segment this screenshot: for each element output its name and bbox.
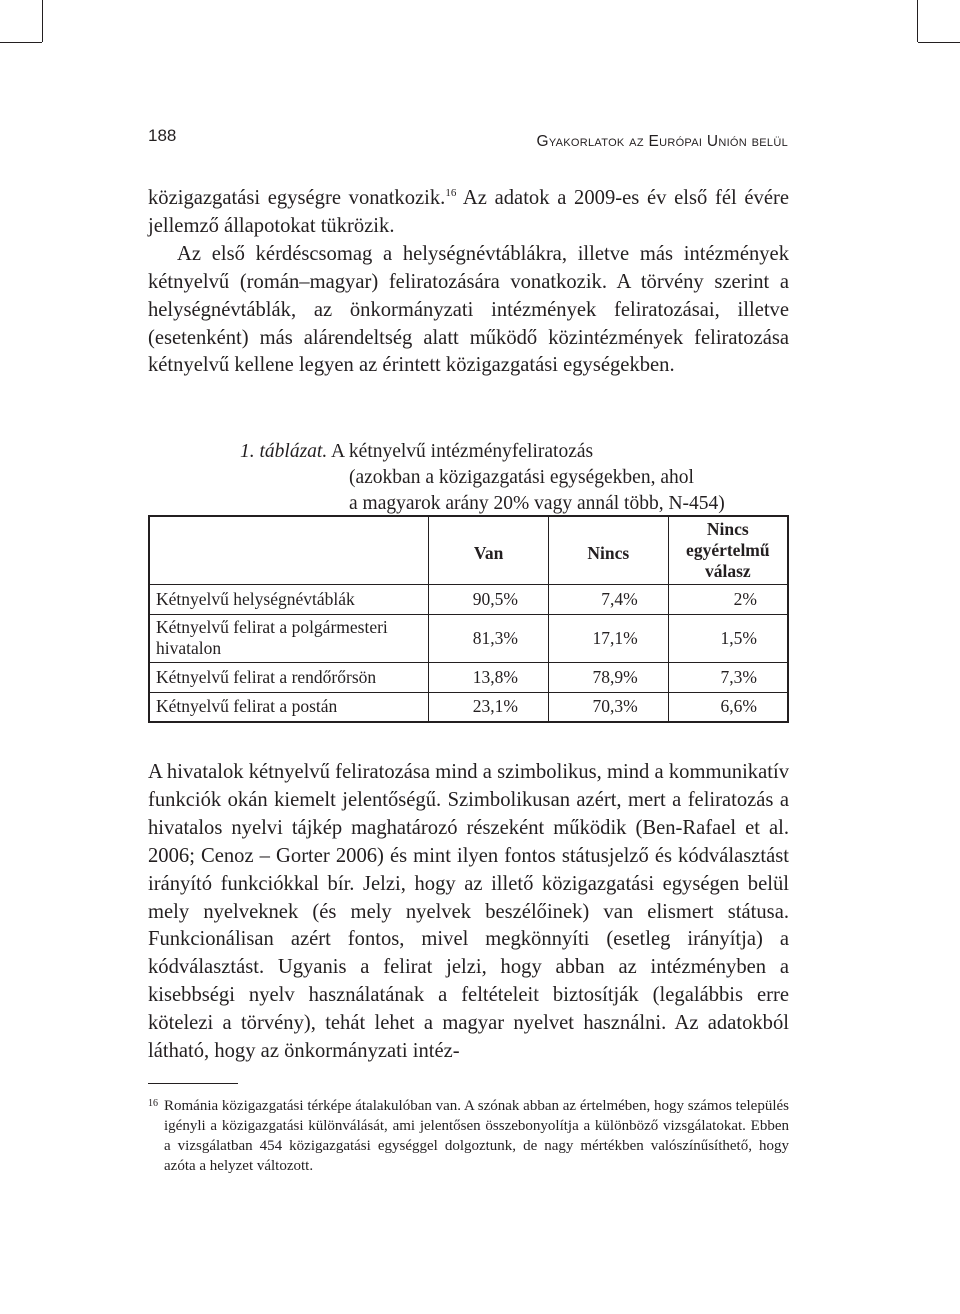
crop-mark-top-left xyxy=(42,0,43,42)
cell-nincs-valasz: 6,6% xyxy=(668,692,788,722)
cell-nincs: 78,9% xyxy=(548,662,668,692)
table-caption xyxy=(240,439,725,517)
row-label: Kétnyelvű felirat a postán xyxy=(149,692,429,722)
table-row xyxy=(149,614,788,662)
table-caption-line3: a magyarok arány 20% vagy annál több, N-454) xyxy=(349,493,725,514)
table-row xyxy=(149,692,788,722)
paragraph-1-start: közigazgatási egységre vonatkozik. xyxy=(148,187,446,209)
header-empty xyxy=(149,516,429,584)
header-van: Van xyxy=(429,516,549,584)
crop-mark-top-right-h xyxy=(918,42,960,43)
table-caption-line2: (azokban a közigazgatási egységekben, ahol xyxy=(349,467,694,488)
row-label: Kétnyelvű felirat a rendőrőrsön xyxy=(149,662,429,692)
cell-nincs: 70,3% xyxy=(548,692,668,722)
crop-mark-top-right xyxy=(917,0,918,42)
footnote-separator xyxy=(148,1083,238,1084)
running-header: Gyakorlatok az Európai Unión belül xyxy=(536,133,788,150)
paragraph-3: A hivatalok kétnyelvű feliratozása mind a szimbolikus, mind a kommunikatív funkciók okán kiemelt jelentőségű. Szimbolikusan azért, mert a feliratozás a hivatalos nyelvi tájkép maghatározó részeként működik (Ben-Rafael et al. 2006; Cenoz – Gorter 2006) és mint ilyen fontos státusjelző és kódválasztást irányító funkciókkal bír. Jelzi, hogy az illető közigazgatási egységen belül mely nyelveknek (és mely nyelvek beszélőinek) van elismert státusa. Funkcionálisan azért fontos, mivel megkönnyíti (esetleg irányítja) a kódválasztást. Ugyanis a felirat jelzi, hogy abban az intézményben a kisebbségi nyelv használatának a feltételeit biztosítják (legalábbis erre kötelezi a törvény), tehát lehet a magyar nyelvet használni. Az adatokból látható, hogy az önkormányzati intéz- xyxy=(148,761,789,1063)
data-table xyxy=(148,515,789,723)
cell-van: 90,5% xyxy=(429,584,549,614)
paragraph-1-rest: Az adatok a 2009-es év első fél évére jellemző állapotokat tükrözik. xyxy=(148,187,789,237)
cell-van: 81,3% xyxy=(429,614,549,662)
header-nincs: Nincs xyxy=(548,516,668,584)
cell-van: 13,8% xyxy=(429,662,549,692)
footnote-ref: 16 xyxy=(445,187,457,200)
row-label: Kétnyelvű felirat a polgármesteri hivatalon xyxy=(149,614,429,662)
footnote-mark: 16 xyxy=(148,1098,158,1109)
paragraph-1 xyxy=(148,185,789,241)
cell-nincs-valasz: 7,3% xyxy=(668,662,788,692)
footnote-text: Románia közigazgatási térképe átalakulóban van. A szónak abban az értelmében, hogy számos település igényli a közigazgatási különválását, ami jelentősen összebonyolítja a különböző vizsgálatokat. Ebben a vizsgálatban 454 közigazgatási egységgel dolgoztunk, de nagy mértékben valószínűsíthető, hogy azóta a helyzet változott. xyxy=(164,1098,789,1174)
crop-mark-top-left-h xyxy=(0,42,42,43)
table-label: 1. táblázat. xyxy=(240,441,328,462)
page-number: 188 xyxy=(148,126,177,145)
row-label: Kétnyelvű helységnévtáblák xyxy=(149,584,429,614)
header-nincs-valasz: Nincs egyértelmű válasz xyxy=(668,516,788,584)
cell-nincs-valasz: 2% xyxy=(668,584,788,614)
cell-nincs: 17,1% xyxy=(548,614,668,662)
table-header-row xyxy=(149,516,788,584)
paragraph-2: Az első kérdéscsomag a helységnévtáblákra, illetve más intézmények kétnyelvű (román–magyar) feliratozására vonatkozik. A törvény szerint a helységnévtáblák, az önkormányzati intézmények feliratozásai, illetve (esetenként) más alárendeltség alatt működő közintézmények feliratozása kétnyelvű kellene legyen az érintett közigazgatási egységekben. xyxy=(148,242,789,377)
table-row xyxy=(149,584,788,614)
footnote xyxy=(148,1096,789,1176)
cell-nincs: 7,4% xyxy=(548,584,668,614)
table-row xyxy=(149,662,788,692)
cell-nincs-valasz: 1,5% xyxy=(668,614,788,662)
table-title: A kétnyelvű intézményfeliratozás xyxy=(331,441,594,462)
cell-van: 23,1% xyxy=(429,692,549,722)
body-text-top xyxy=(148,185,789,380)
body-text-bottom xyxy=(148,759,789,1066)
